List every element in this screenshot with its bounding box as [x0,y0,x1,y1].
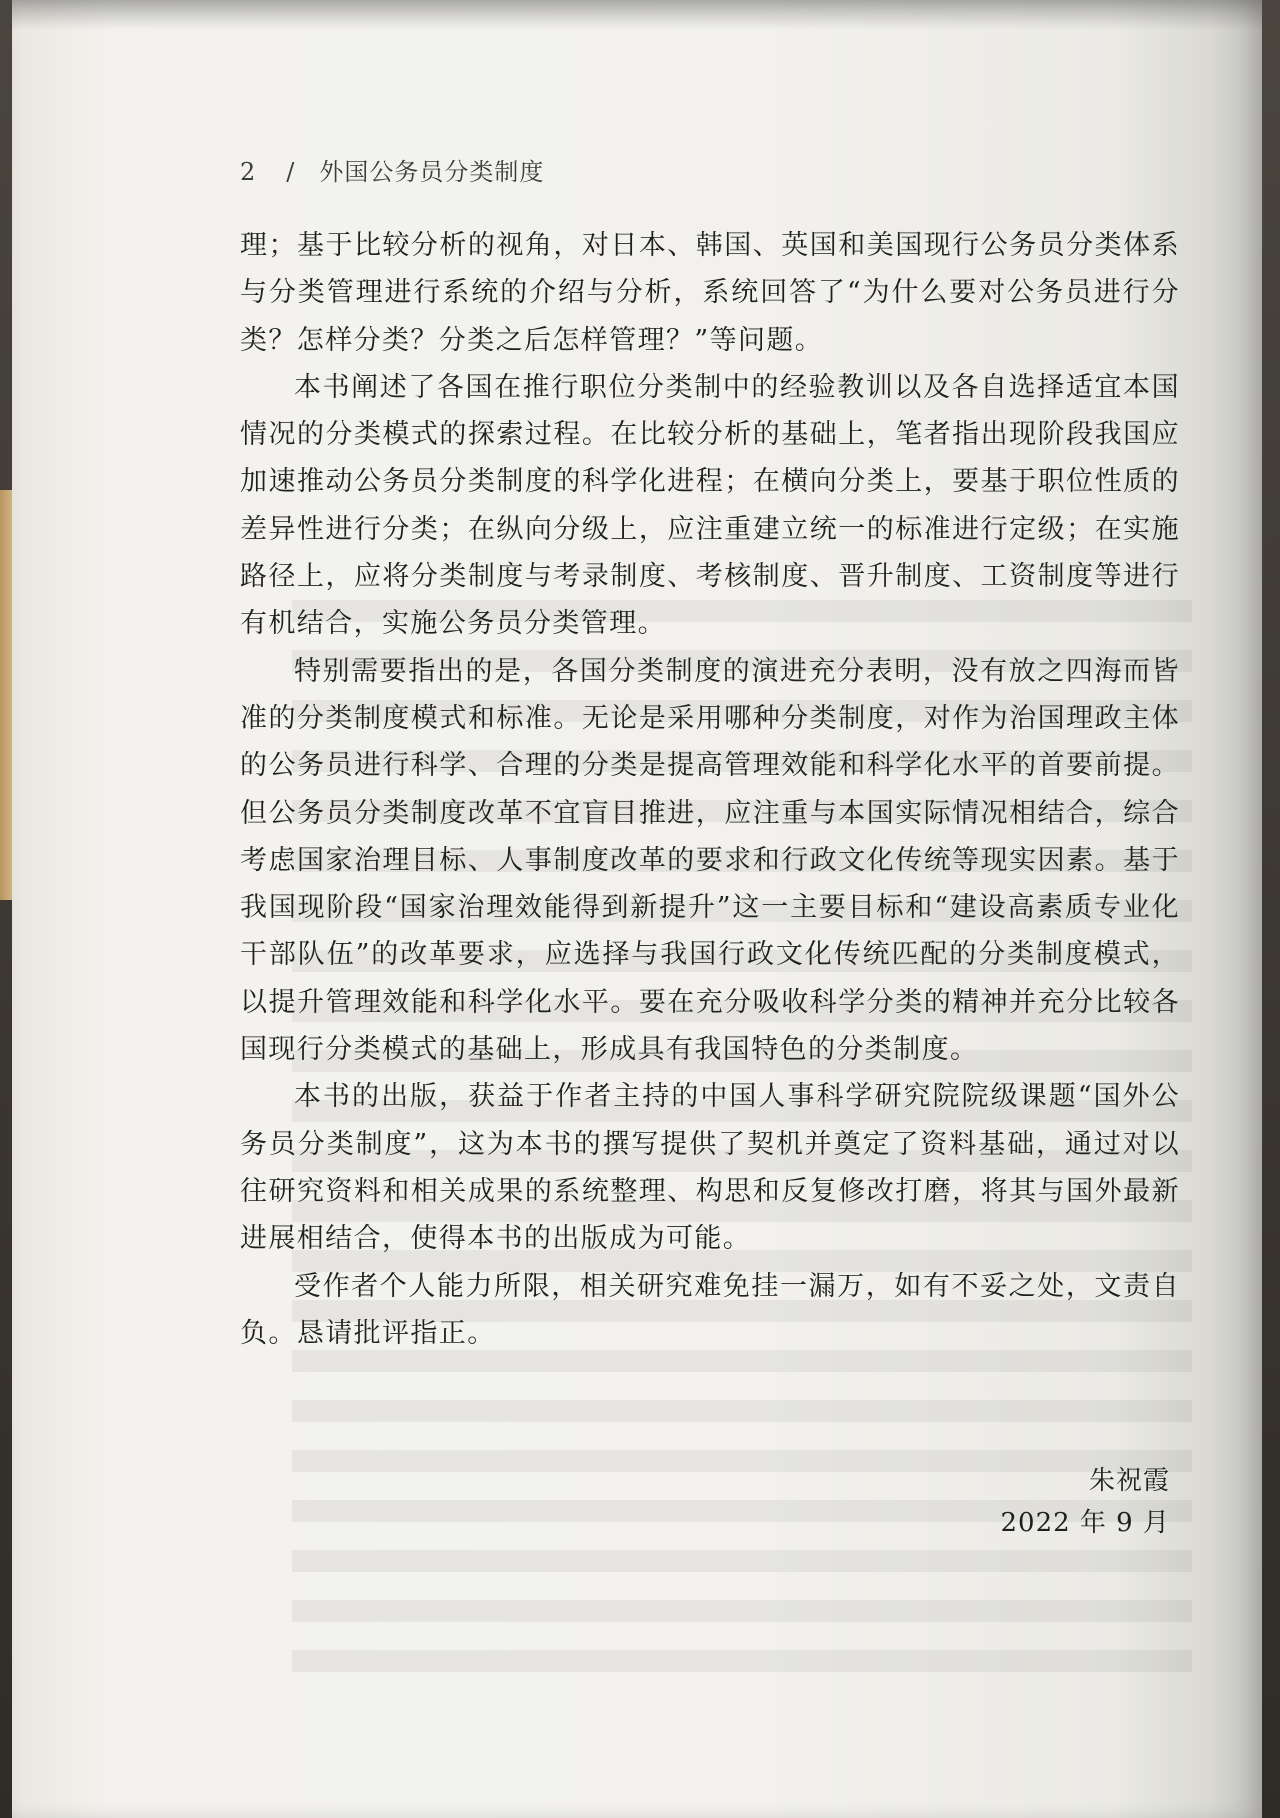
signature-block [1000,1460,1170,1544]
page-number: 2 [240,158,257,186]
paragraph-3: 特别需要指出的是，各国分类制度的演进充分表明，没有放之四海而皆准的分类制度模式和标准。无论是采用哪种分类制度，对作为治国理政主体的公务员进行科学、合理的分类是提高管理效能和科学化水平的首要前提。但公务员分类制度改革不宜盲目推进，应注重与本国实际情况相结合，综合考虑国家治理目标、人事制度改革的要求和行政文化传统等现实因素。基于我国现阶段“国家治理效能得到新提升”这一主要目标和“建设高素质专业化干部队伍”的改革要求，应选择与我国行政文化传统匹配的分类制度模式，以提升管理效能和科学化水平。要在充分吸收科学分类的精神并充分比较各国现行分类模式的基础上，形成具有我国特色的分类制度。 [240,655,1180,1066]
paragraph-5: 受作者个人能力所限，相关研究难免挂一漏万，如有不妥之处，文责自负。恳请批评指正。 [240,1270,1180,1349]
paragraph-2: 本书阐述了各国在推行职位分类制中的经验教训以及各自选择适宜本国情况的分类模式的探索过程。在比较分析的基础上，笔者指出现阶段我国应加速推动公务员分类制度的科学化进程；在横向分类上，要基于职位性质的差异性进行分类；在纵向分级上，应注重建立统一的标准进行定级；在实施路径上，应将分类制度与考录制度、考核制度、晋升制度、工资制度等进行有机结合，实施公务员分类管理。 [240,371,1180,640]
running-head [240,152,544,187]
book-title: 外国公务员分类制度 [319,158,545,186]
signature-date: 2022 年 9 月 [1000,1508,1170,1538]
author-name: 朱祝霞 [1088,1466,1170,1496]
paragraph-1: 理；基于比较分析的视角，对日本、韩国、英国和美国现行公务员分类体系与分类管理进行系统的介绍与分析，系统回答了“为什么要对公务员进行分类？怎样分类？分类之后怎样管理？”等问题。 [240,230,1180,356]
page-top-shadow [12,0,1262,30]
body-text [240,222,1180,1357]
paragraph-4: 本书的出版，获益于作者主持的中国人事科学研究院院级课题“国外公务员分类制度”，这为本书的撰写提供了契机并奠定了资料基础，通过对以往研究资料和相关成果的系统整理、构思和反复修改打磨，将其与国外最新进展相结合，使得本书的出版成为可能。 [240,1081,1180,1255]
running-head-separator: / [286,158,296,186]
